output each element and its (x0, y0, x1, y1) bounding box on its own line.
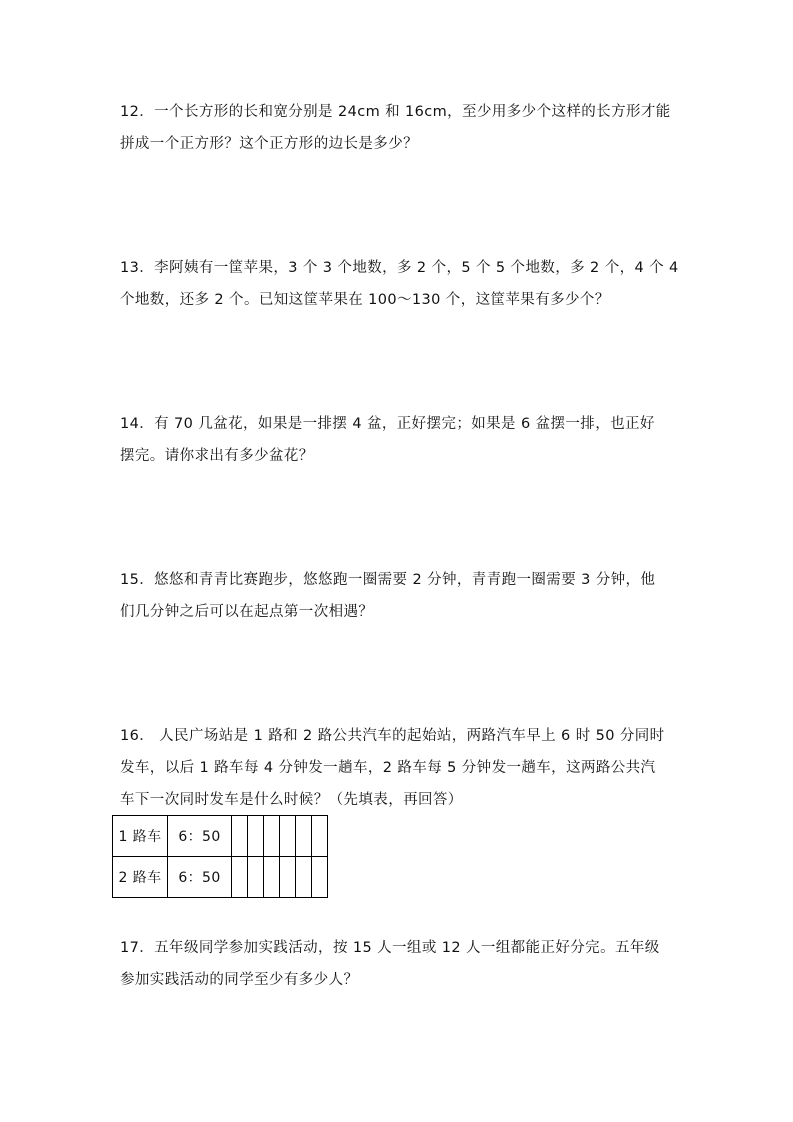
route-1-label: 1 路车 (113, 816, 168, 857)
question-13-line-1: 13．李阿姨有一筐苹果，3 个 3 个地数，多 2 个，5 个 5 个地数，多 2 个，4 个 4 (120, 260, 679, 276)
question-14 (120, 408, 680, 472)
question-16 (120, 720, 680, 816)
table-row (113, 857, 328, 898)
route-2-blank-cell[interactable] (232, 857, 248, 898)
table-row (113, 816, 328, 857)
question-17 (120, 932, 680, 996)
question-16-line-2: 发车，以后 1 路车每 4 分钟发一趟车，2 路车每 5 分钟发一趟车，这两路公共汽 (120, 760, 656, 776)
question-12-line-1: 12．一个长方形的长和宽分别是 24cm 和 16cm，至少用多少个这样的长方形才能 (120, 104, 671, 120)
question-16-line-1: 16． 人民广场站是 1 路和 2 路公共汽车的起始站，两路汽车早上 6 时 50 分同时 (120, 728, 665, 744)
question-17-line-1: 17．五年级同学参加实践活动，按 15 人一组或 12 人一组都能正好分完。五年级 (120, 940, 660, 956)
route-2-blank-cell[interactable] (280, 857, 296, 898)
question-13-line-2: 个地数，还多 2 个。已知这筐苹果在 100～130 个，这筐苹果有多少个？ (120, 292, 610, 308)
route-2-label: 2 路车 (113, 857, 168, 898)
route-2-blank-cell[interactable] (312, 857, 328, 898)
bus-schedule-table (112, 815, 328, 898)
route-1-blank-cell[interactable] (312, 816, 328, 857)
route-1-blank-cell[interactable] (248, 816, 264, 857)
question-15-line-1: 15．悠悠和青青比赛跑步，悠悠跑一圈需要 2 分钟，青青跑一圈需要 3 分钟，他 (120, 572, 656, 588)
question-14-line-1: 14．有 70 几盆花，如果是一排摆 4 盆，正好摆完；如果是 6 盆摆一排，也正好 (120, 416, 655, 432)
question-12-line-2: 拼成一个正方形？这个正方形的边长是多少？ (120, 136, 418, 152)
question-16-line-3: 车下一次同时发车是什么时候？（先填表，再回答） (120, 792, 463, 808)
route-2-start-time: 6：50 (168, 857, 232, 898)
route-2-blank-cell[interactable] (264, 857, 280, 898)
question-14-line-2: 摆完。请你求出有多少盆花？ (120, 448, 314, 464)
question-13 (120, 252, 680, 316)
question-12 (120, 96, 680, 160)
route-1-blank-cell[interactable] (280, 816, 296, 857)
route-1-blank-cell[interactable] (232, 816, 248, 857)
question-15 (120, 564, 680, 628)
route-2-blank-cell[interactable] (248, 857, 264, 898)
route-1-blank-cell[interactable] (264, 816, 280, 857)
route-1-start-time: 6：50 (168, 816, 232, 857)
question-17-line-2: 参加实践活动的同学至少有多少人？ (120, 972, 359, 988)
route-1-blank-cell[interactable] (296, 816, 312, 857)
question-15-line-2: 们几分钟之后可以在起点第一次相遇？ (120, 604, 374, 620)
route-2-blank-cell[interactable] (296, 857, 312, 898)
